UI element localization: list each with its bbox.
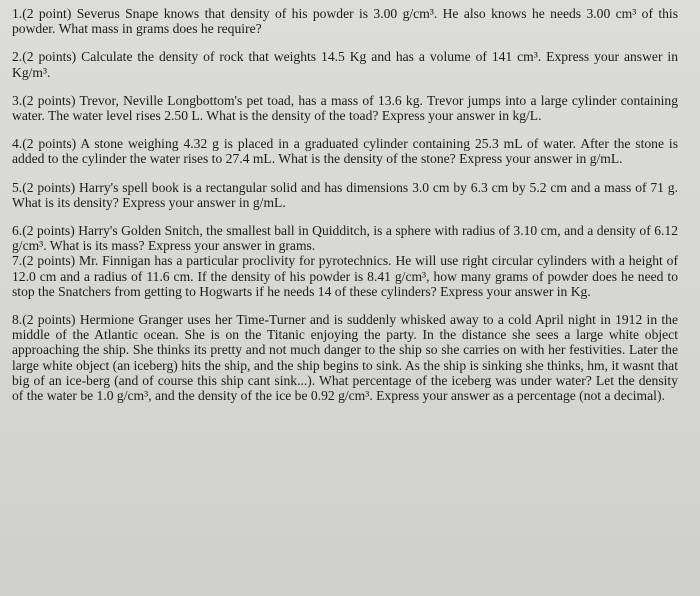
question-3: 3.(2 points) Trevor, Neville Longbottom's pet toad, has a mass of 13.6 kg. Trevor jumps into a large cylinder containing water. The water level rises 2.50 L. What is the density of the toad? Express your answer in kg/L. [12,92,678,124]
question-2: 2.(2 points) Calculate the density of rock that weights 14.5 Kg and has a volume of 141 cm³. Express your answer in Kg/m³. [12,49,678,80]
question-4: 4.(2 points) A stone weighing 4.32 g is placed in a graduated cylinder containing 25.3 mL of water. After the stone is added to the cylinder the water rises to 27.4 mL. What is the density of the stone? Express your answer in g/mL. [12,136,678,167]
question-8: 8.(2 points) Hermione Granger uses her Time-Turner and is suddenly whisked away to a cold April night in 1912 in the middle of the Atlantic ocean. She is on the Titanic enjoying the party. In the distance she sees a large white object approaching the ship. She thinks its pretty and not much danger to the ship so she carries on with her festivities. Later the large white object (an iceberg) hits the ship, and the ship begins to sink. As the ship is sinking she thinks, hm, it wasnt that big of an ice-berg (and of course this ship cant sink...). What percentage of the iceberg was under water? Let the density of the water be 1.0 g/cm³, and the density of the ice be 0.92 g/cm³. Express your answer as a percentage (not a decimal). [12,312,678,404]
question-6: 6.(2 points) Harry's Golden Snitch, the smallest ball in Quidditch, is a sphere with radius of 3.10 cm, and a density of 6.12 g/cm³. What is its mass? Express your answer in grams. [12,223,678,254]
question-5: 5.(2 points) Harry's spell book is a rectangular solid and has dimensions 3.0 cm by 6.3 cm by 5.2 cm and a mass of 71 g. What is its density? Express your answer in g/mL. [12,179,678,210]
question-1: 1.(2 point) Severus Snape knows that density of his powder is 3.00 g/cm³. He also knows he needs 3.00 cm³ of this powder. What mass in grams does he require? [12,6,678,37]
question-7: 7.(2 points) Mr. Finnigan has a particular proclivity for pyrotechnics. He will use right circular cylinders with a height of 12.0 cm and a radius of 11.6 cm. If the density of his powder is 8.41 g/cm³, how many grams of powder does he need to stop the Snatchers from getting to Hogwarts if he needs 14 of these cylinders? Express your answer in Kg. [12,253,678,299]
